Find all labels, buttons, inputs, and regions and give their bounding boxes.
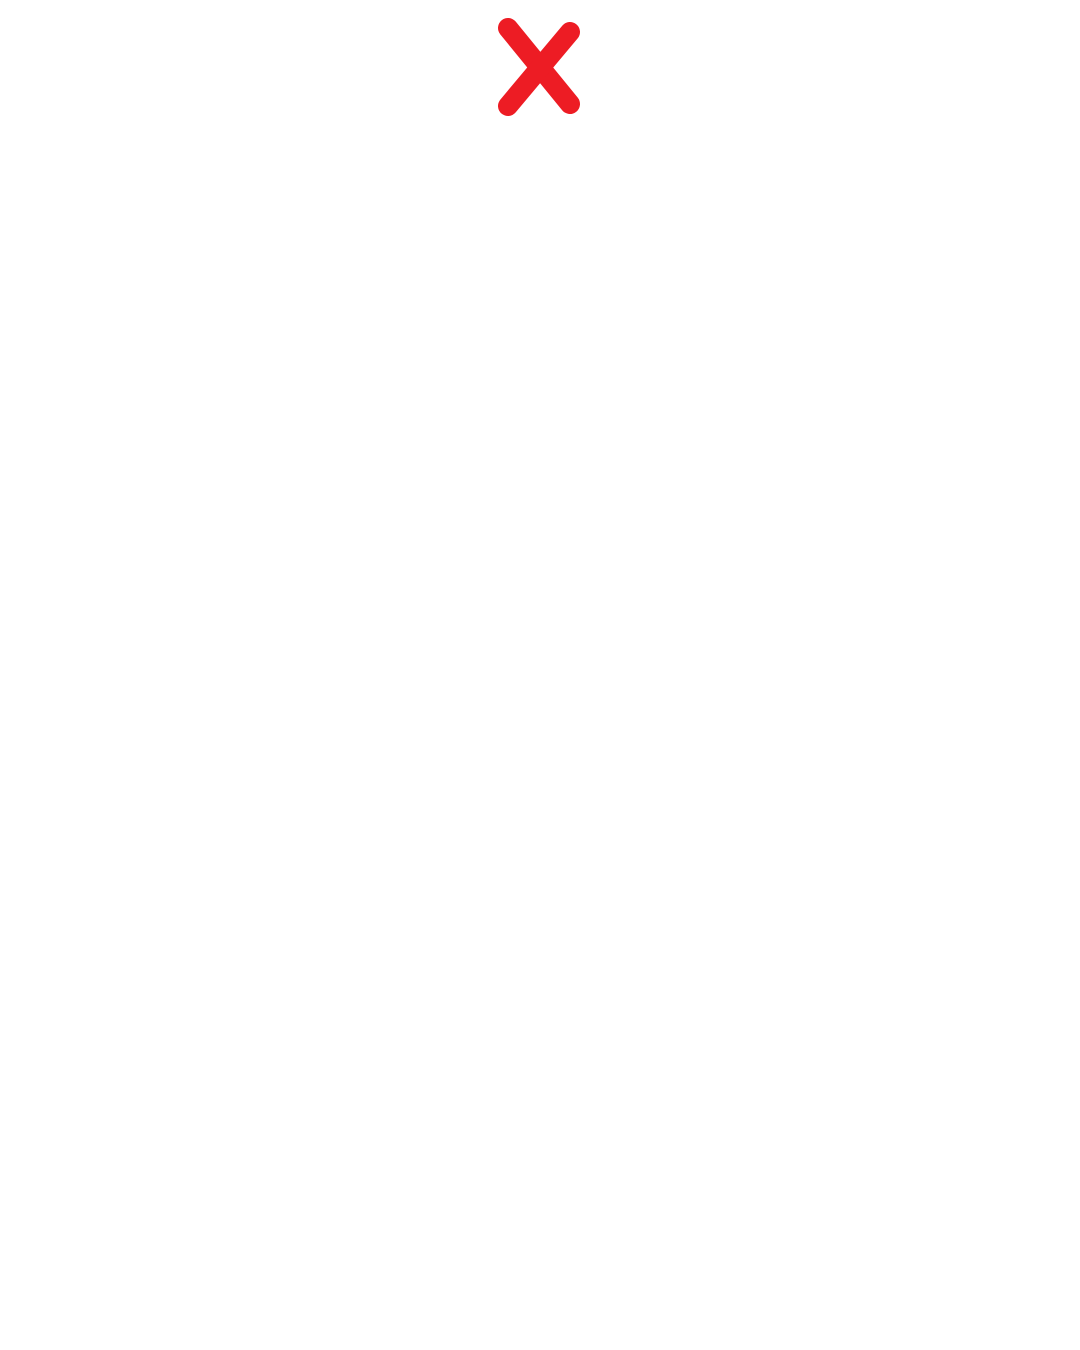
- close-icon: [496, 18, 582, 118]
- x-mark-strokes: [508, 28, 570, 106]
